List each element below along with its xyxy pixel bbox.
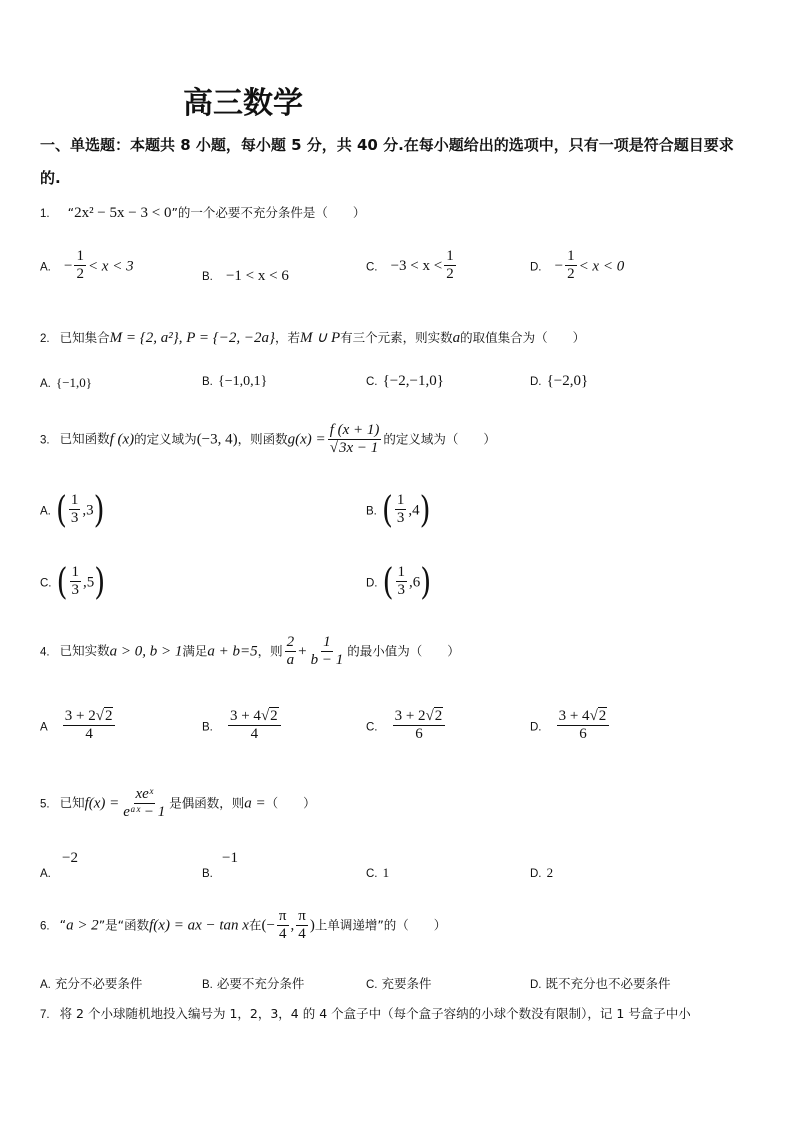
function-f: f(x) = ax − tan x [149, 917, 249, 934]
option-text: ,5 [83, 574, 95, 591]
question-stem: ”的一个必要不充分条件是（ ） [171, 205, 366, 220]
sum-expression: a + b=5 [207, 643, 258, 660]
question-3: 3. 已知函数f (x)的定义域为(−3, 4)，则函数g(x) = $\frac{f (x + 1)}{√3x - 1}$ 的定义域为（ ） [40, 422, 496, 457]
option-text: {−2,−1,0} [382, 373, 444, 389]
frac-den: 3 [396, 510, 405, 527]
option-text: −2 [62, 850, 78, 866]
frac-num: 3 + 4 [558, 708, 590, 724]
section-heading-line2: 的. [40, 169, 61, 187]
question-stem: ，若 [274, 330, 300, 345]
question-stem: 已知集合 [59, 330, 110, 345]
option-text: 必要不充分条件 [216, 976, 305, 991]
q1-option-b[interactable] [202, 265, 289, 285]
frac-num: 1 [321, 634, 333, 652]
option-text: 1 [382, 865, 390, 880]
question-stem: 在 [248, 917, 262, 933]
option-text: −3 < x < [390, 258, 443, 275]
question-number: 2. [40, 333, 50, 345]
question-stem: 的最小值为（ ） [347, 643, 460, 659]
page-title: 高三数学 [183, 86, 303, 121]
question-stem: 上单调递增”的（ ） [314, 917, 447, 933]
q2-option-a[interactable] [40, 372, 92, 391]
option-label: C. [366, 721, 378, 734]
radicand: 2 [598, 708, 607, 724]
option-label: D. [530, 721, 542, 734]
plus-sign: + [298, 643, 307, 660]
question-stem: 已知 [59, 795, 85, 811]
q5-option-d[interactable] [530, 862, 553, 881]
option-sign: − [554, 258, 564, 275]
frac-num: 1 [395, 492, 407, 510]
question-7 [40, 1004, 691, 1022]
function-g: g(x) = [287, 431, 326, 448]
option-label: B. [202, 868, 213, 880]
option-text: 2 [546, 865, 554, 880]
option-text: {−1,0,1} [217, 374, 268, 389]
option-label: D. [366, 577, 378, 590]
option-label: C. [366, 868, 378, 880]
quote-open: “ [59, 917, 67, 933]
q5-option-b[interactable] [202, 850, 238, 880]
question-number: 5. [40, 798, 50, 811]
question-stem: 是偶函数，则 [169, 795, 245, 811]
question-stem: 的取值集合为（ ） [460, 330, 586, 345]
option-text: −1 [222, 850, 238, 866]
question-number: 6. [40, 920, 50, 933]
frac-num: xeˣ [134, 786, 156, 804]
question-stem: 将 2 个小球随机地投入编号为 1，2，3，4 的 4 个盒子中（每个盒子容纳的小球个数没有限制），记 1 号盒子中小 [59, 1006, 691, 1021]
section-heading-line1: 一、单选题：本题共 8 小题，每小题 5 分，共 40 分.在每小题给出的选项中，只有一项是符合题目要求 [40, 136, 734, 154]
option-text: 充要条件 [381, 976, 432, 991]
radicand: 2 [104, 708, 113, 724]
option-label: A. [40, 378, 51, 390]
option-sign: − [63, 258, 73, 275]
frac-den: b − 1 [310, 652, 344, 669]
variable: a = [244, 795, 266, 812]
q3-option-b[interactable]: B. ( $\frac{1}{3}$ ,4) [366, 488, 431, 532]
frac-den: 6 [579, 726, 587, 743]
frac-den: 4 [298, 926, 306, 943]
question-stem: 满足 [182, 643, 208, 659]
question-number: 1. [40, 208, 50, 220]
frac-num: 3 + 2 [64, 708, 96, 724]
frac-num: 1 [74, 248, 86, 266]
domain-interval: (−3, 4) [196, 431, 238, 448]
option-label: A [40, 721, 48, 734]
option-text: ,6 [409, 574, 421, 591]
option-text: ,4 [408, 502, 420, 519]
q3-option-c[interactable]: C. ( $\frac{1}{3}$ ,5) [40, 560, 106, 604]
question-number: 3. [40, 434, 50, 447]
question-4 [40, 634, 460, 670]
question-stem: 有三个元素，则实数 [340, 330, 453, 345]
frac-den: 3 [397, 582, 406, 599]
frac-num: 3 + 2 [394, 708, 426, 724]
frac-den: 3x − 1 [339, 440, 379, 457]
q1-option-d[interactable] [530, 248, 624, 284]
option-label: D. [530, 868, 542, 880]
option-label: C. [366, 376, 378, 388]
question-stem: 的定义域为（ ） [383, 431, 496, 447]
option-text: < x < 0 [578, 258, 625, 275]
option-label: A. [40, 868, 51, 880]
frac-den: 2 [567, 266, 575, 283]
condition-expression: a > 0, b > 1 [109, 643, 183, 660]
q2-option-d[interactable] [530, 370, 588, 390]
question-1 [40, 203, 365, 222]
frac-den: 2 [446, 266, 454, 283]
frac-num: 1 [70, 564, 82, 582]
question-stem: 已知实数 [59, 643, 110, 659]
function-f: f (x) [109, 431, 135, 448]
question-stem: ，则 [257, 643, 283, 659]
frac-num: f (x + 1) [328, 422, 382, 440]
frac-num: 2 [285, 634, 297, 652]
question-6: 6. “a > 2”是“函数f(x) = ax − tan x在(− $\frac{\pi}{4}$ , $\frac{\pi}{4}$ )上单调递增”的（ ） [40, 908, 447, 943]
q2-option-b[interactable] [202, 370, 267, 390]
q6-option-c[interactable] [366, 974, 432, 992]
interval-open: (− [261, 917, 275, 934]
q3-option-a[interactable]: A. ( $\frac{1}{3}$ ,3) [40, 488, 105, 532]
option-label: B. [202, 721, 213, 734]
frac-num: 1 [565, 248, 577, 266]
radicand: 2 [270, 708, 278, 724]
frac-den: eᵃˣ − 1 [123, 804, 166, 821]
option-text: −1 < x < 6 [225, 268, 289, 284]
q3-option-d[interactable]: D. ( $\frac{1}{3}$ ,6) [366, 560, 432, 604]
question-stem: ，则函数 [237, 431, 288, 447]
option-label: C. [366, 261, 378, 274]
frac-den: 4 [278, 926, 287, 943]
option-label: D. [530, 261, 542, 274]
radicand: 2 [434, 708, 443, 724]
option-text: ,3 [82, 502, 94, 519]
condition-expression: a > 2 [66, 917, 99, 934]
option-label: A. [40, 505, 51, 518]
q4-option-a[interactable]: A $\frac{3 + 2√2}{4}$ [40, 708, 117, 744]
frac-den: 3 [70, 510, 79, 527]
union-expression: M ∪ P [299, 330, 341, 346]
frac-num: 3 + 4 [229, 708, 261, 724]
option-label: B. [202, 376, 213, 388]
function-f: f(x) = [84, 795, 120, 812]
frac-den: 2 [76, 266, 84, 283]
option-label: B. [366, 505, 377, 518]
question-stem: （ ） [265, 795, 316, 811]
option-label: D. [530, 979, 542, 991]
option-label: A. [40, 979, 51, 991]
frac-num: π [277, 908, 289, 926]
option-text: 充分不必要条件 [54, 976, 143, 991]
q6-option-a[interactable] [40, 974, 142, 992]
q6-option-d[interactable] [530, 974, 671, 992]
option-text: {−2,0} [546, 373, 589, 389]
quote-open: “ [67, 205, 75, 220]
question-stem: 已知函数 [59, 431, 110, 447]
frac-den: 4 [250, 726, 259, 743]
q4-option-d[interactable]: D. $\frac{3 + 4√2}{6}$ [530, 708, 611, 744]
question-2 [40, 328, 585, 347]
question-number: 4. [40, 646, 50, 659]
question-number: 7. [40, 1009, 50, 1021]
option-label: B. [202, 271, 213, 283]
frac-den: 3 [71, 582, 80, 599]
frac-num: π [296, 908, 308, 926]
frac-num: 1 [444, 248, 456, 266]
q6-option-b[interactable] [202, 974, 304, 992]
sets-expression: M = {2, a²}, P = {−2, −2a} [109, 330, 275, 346]
option-text: {−1,0} [55, 375, 93, 390]
q4-option-b[interactable]: B. $\frac{3 + 4√2}{4}$ [202, 708, 283, 744]
option-label: B. [202, 979, 213, 991]
option-label: D. [530, 376, 542, 388]
frac-num: 1 [69, 492, 81, 510]
q5-option-a[interactable] [40, 850, 78, 880]
q2-option-c[interactable] [366, 370, 444, 390]
option-label: C. [366, 979, 378, 991]
option-text: 既不充分也不必要条件 [545, 976, 671, 991]
q5-option-c[interactable] [366, 862, 389, 881]
variable: a [452, 330, 461, 346]
question-stem: 的定义域为 [134, 431, 197, 447]
question-5 [40, 786, 316, 822]
option-label: C. [40, 577, 52, 590]
question-stem: ”是“函数 [98, 917, 150, 933]
option-label: A. [40, 261, 51, 274]
frac-num: 1 [396, 564, 408, 582]
frac-den: 6 [415, 726, 423, 743]
frac-den: 4 [85, 726, 93, 743]
q4-option-c[interactable]: C. $\frac{3 + 2√2}{6}$ [366, 708, 447, 744]
condition-expression: 2x² − 5x − 3 < 0 [74, 205, 172, 221]
option-text: < x < 3 [87, 258, 134, 275]
q1-option-a[interactable] [40, 248, 134, 284]
q1-option-c[interactable] [366, 248, 458, 284]
interval-close: ) [309, 917, 315, 934]
frac-den: a [286, 652, 295, 669]
